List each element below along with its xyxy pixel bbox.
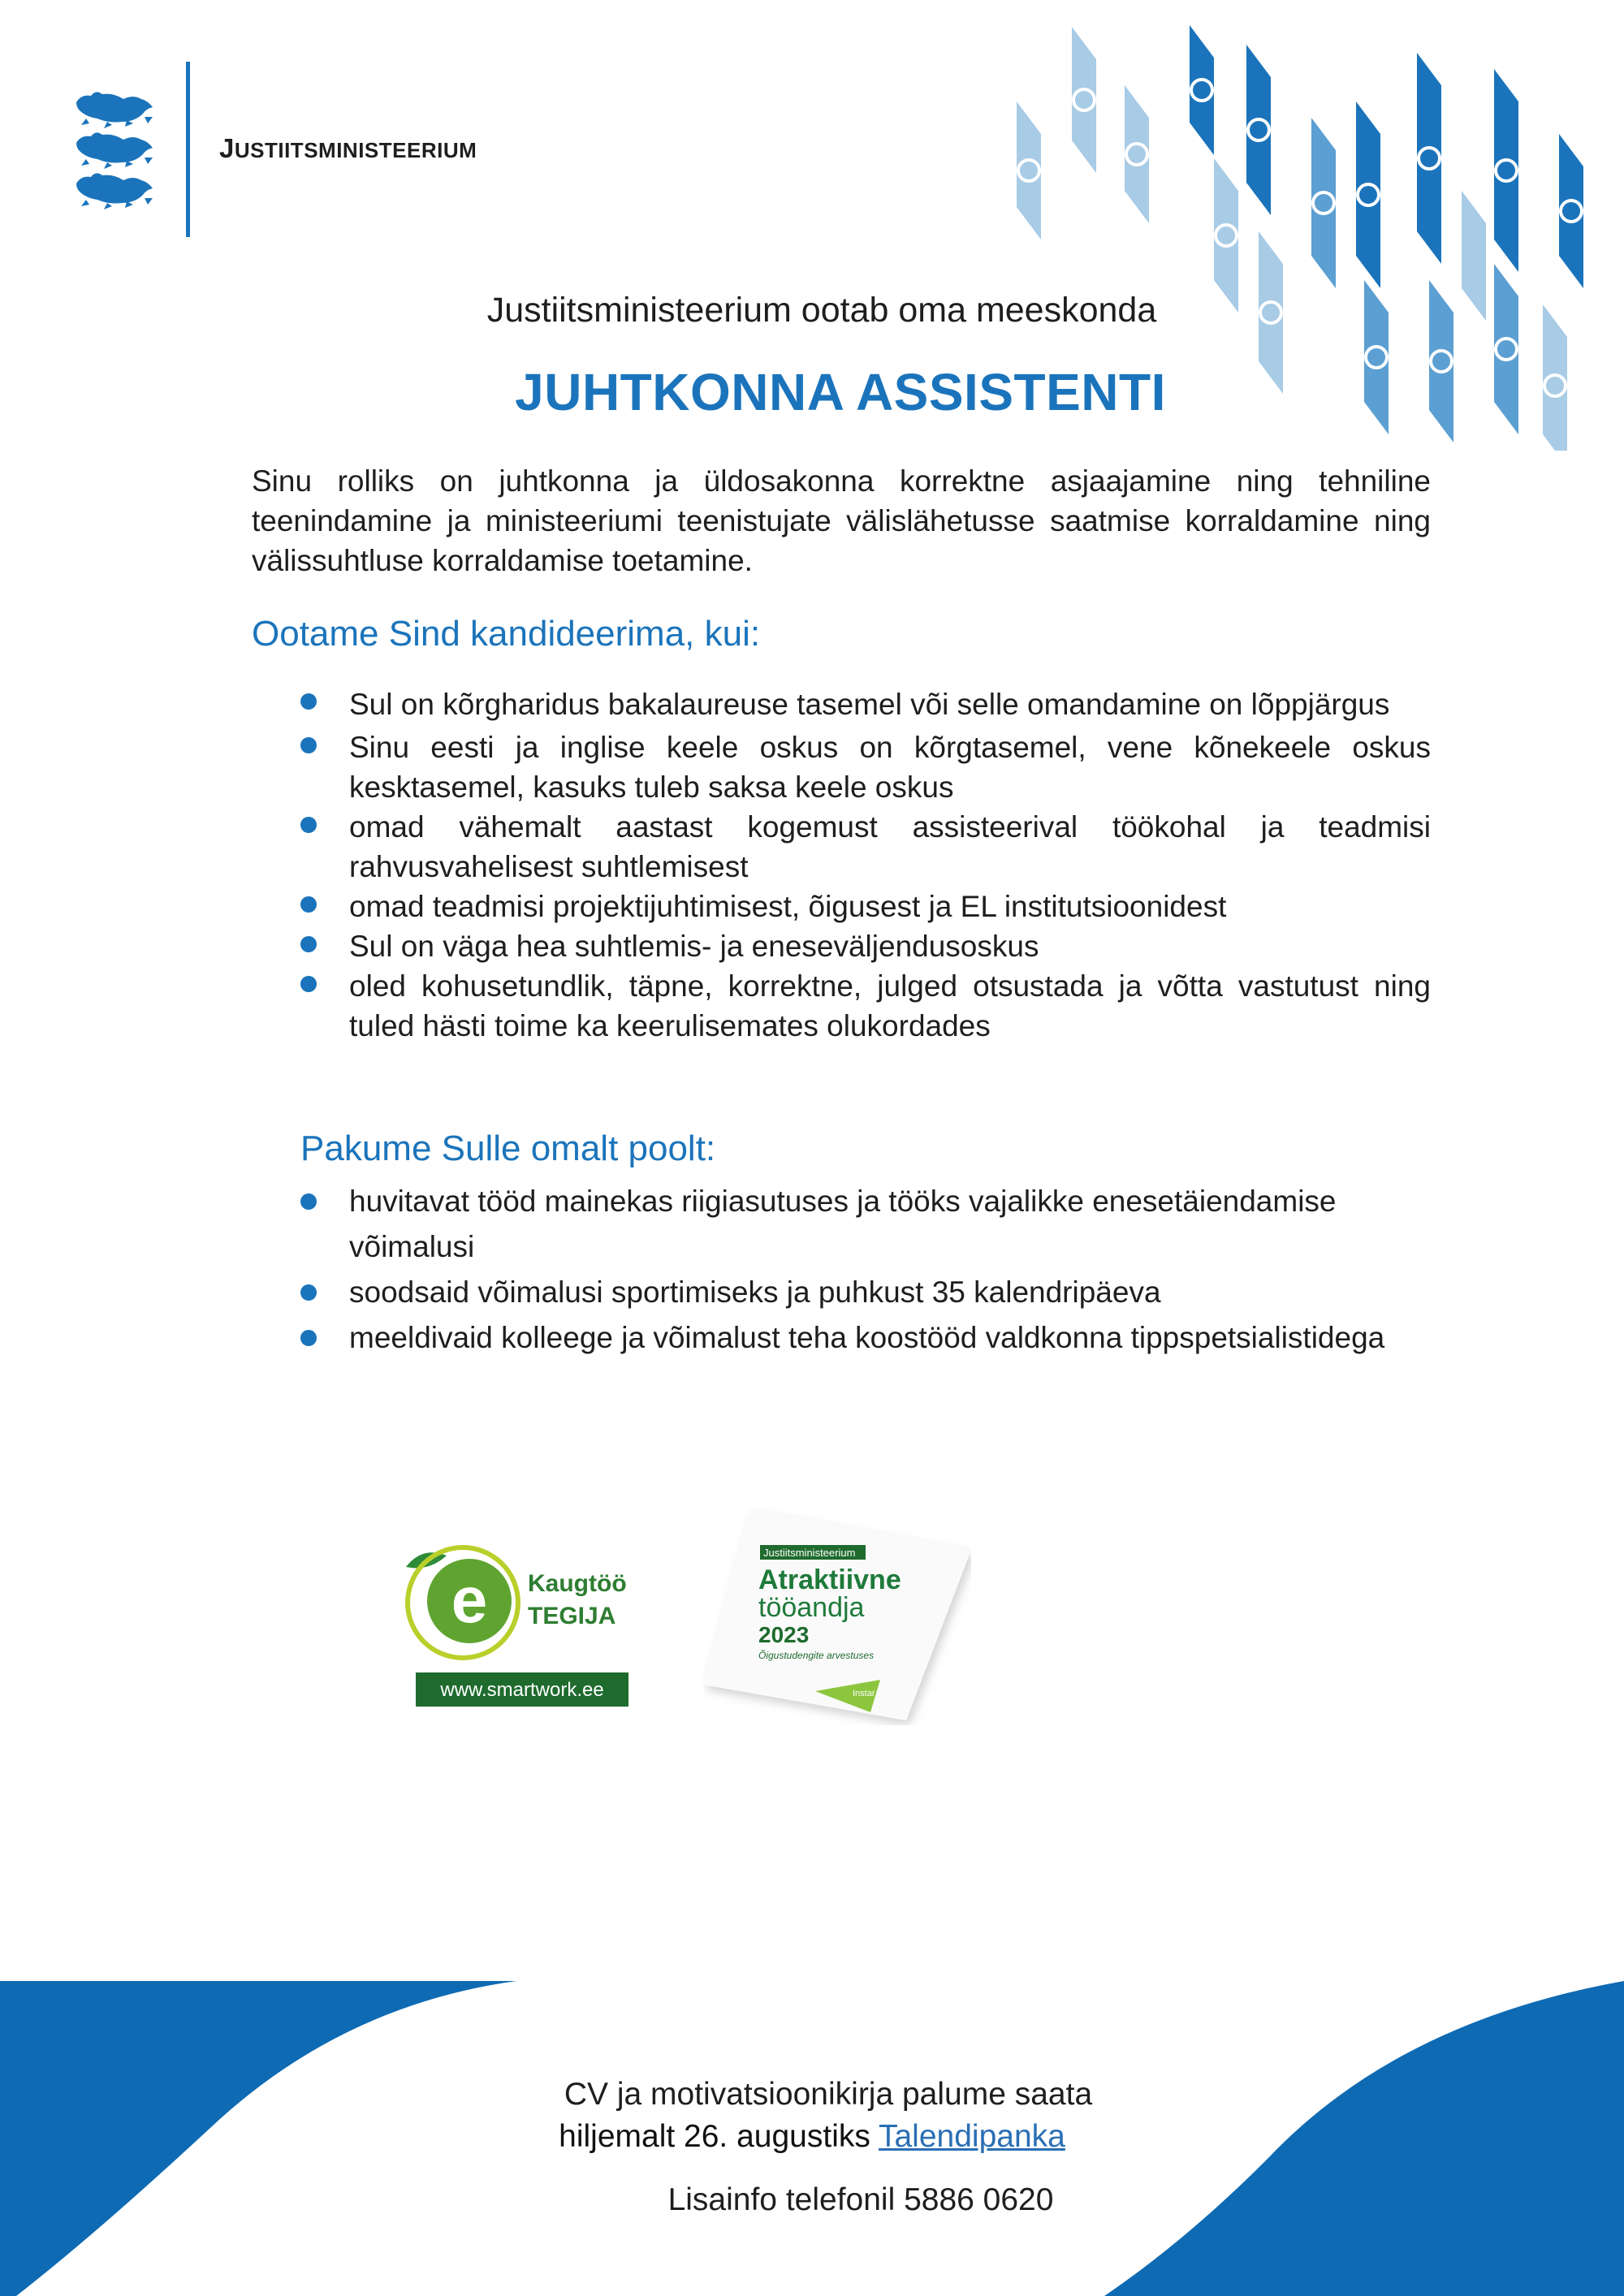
deco-dot	[1313, 192, 1334, 214]
list-item: oled kohusetundlik, täpne, korrektne, julged otsustada ja võtta vastutust ning tuled hästi toime ka keerulisemates olukordades	[300, 966, 1431, 1046]
smartwork-line2: TEGIJA	[528, 1603, 616, 1629]
list-item: Sul on väga hea suhtlemis- ja eneseväljendusoskus	[300, 926, 1431, 966]
talendipank-link[interactable]: Talendipanka	[878, 2119, 1065, 2154]
offers-heading: Pakume Sulle omalt poolt:	[300, 1129, 716, 1168]
smartwork-badge	[382, 1526, 633, 1708]
badge-brand: Instar	[853, 1689, 875, 1698]
badge-note: Õigustudengite arvestuses	[758, 1650, 875, 1661]
list-item: omad vähemalt aastast kogemust assisteerival töökohal ja teadmisi rahvusvahelisest suhtlemisest	[300, 807, 1431, 887]
bullet-icon	[300, 1193, 317, 1210]
deco-dot	[1216, 225, 1237, 246]
list-item: omad teadmisi projektijuhtimisest, õigusest ja EL institutsioonidest	[300, 887, 1431, 926]
bullet-icon	[300, 693, 317, 710]
bullet-icon	[300, 1330, 317, 1346]
deco-dot	[1496, 160, 1517, 181]
list-item: Sinu eesti ja inglise keele oskus on kõrgtasemel, vene kõnekeele oskus kesktasemel, kasuks tuleb saksa keele oskus	[300, 727, 1431, 807]
footer-deadline: hiljemalt 26. augustiks Talendipanka	[559, 2119, 1065, 2154]
deco-dot	[1126, 144, 1147, 165]
tagline: Justiitsministeerium ootab oma meeskonda	[486, 291, 1157, 330]
footer-instruction: CV ja motivatsioonikirja palume saata	[564, 2077, 1093, 2112]
badge-title: Atraktiivne	[758, 1564, 901, 1595]
badge-subtitle: tööandja	[758, 1592, 865, 1623]
deco-dot	[1419, 148, 1440, 169]
role-description: Sinu rolliks on juhtkonna ja üldosakonna korrektne asjaajamine ning tehniline teenindamine ja ministeeriumi teenistujate välislähetusse saatmise korraldamine ning välissuhtluse korraldamise toetamine.	[252, 464, 1431, 577]
deco-dot	[1358, 184, 1379, 205]
bullet-icon	[300, 936, 317, 952]
logo-divider	[186, 62, 190, 237]
list-item: soodsaid võimalusi sportimiseks ja puhkust 35 kalendripäeva	[300, 1270, 1431, 1315]
deco-dot	[1073, 89, 1095, 110]
bullet-icon	[300, 1284, 317, 1301]
ministry-name: JUSTIITSMINISTEERIUM	[219, 133, 477, 163]
bullet-icon	[300, 737, 317, 753]
requirements-list	[300, 682, 1431, 1046]
badge-year: 2023	[758, 1622, 810, 1647]
bullet-icon	[300, 976, 317, 992]
badge-tag: Justiitsministeerium	[763, 1547, 856, 1559]
deco-dot	[1191, 80, 1212, 101]
deco-dot	[1496, 339, 1517, 360]
smartwork-line1: Kaugtöö	[528, 1570, 627, 1597]
list-item: huvitavat tööd mainekas riigiasutuses ja tööks vajalikke enesetäiendamise võimalusi	[300, 1179, 1431, 1270]
coat-of-arms-logo	[68, 88, 161, 209]
list-item: Sul on kõrgharidus bakalaureuse tasemel või selle omandamine on lõppjärgus	[300, 682, 1431, 727]
footer-phone: Lisainfo telefonil 5886 0620	[667, 2182, 1054, 2217]
smartwork-url: www.smartwork.ee	[440, 1679, 604, 1701]
job-title: JUHTKONNA ASSISTENTI	[515, 363, 1166, 421]
list-item: meeldivaid kolleege ja võimalust teha koostööd valdkonna tippspetsialistidega	[300, 1315, 1431, 1361]
bullet-icon	[300, 896, 317, 913]
bullet-icon	[300, 817, 317, 833]
e-letter-icon: e	[451, 1564, 488, 1636]
deco-dot	[1018, 160, 1039, 181]
deco-dot	[1561, 201, 1582, 222]
attractive-employer-badge	[703, 1506, 971, 1725]
deco-dot	[1248, 119, 1269, 140]
offers-list	[300, 1179, 1431, 1361]
requirements-heading: Ootame Sind kandideerima, kui:	[252, 614, 761, 654]
